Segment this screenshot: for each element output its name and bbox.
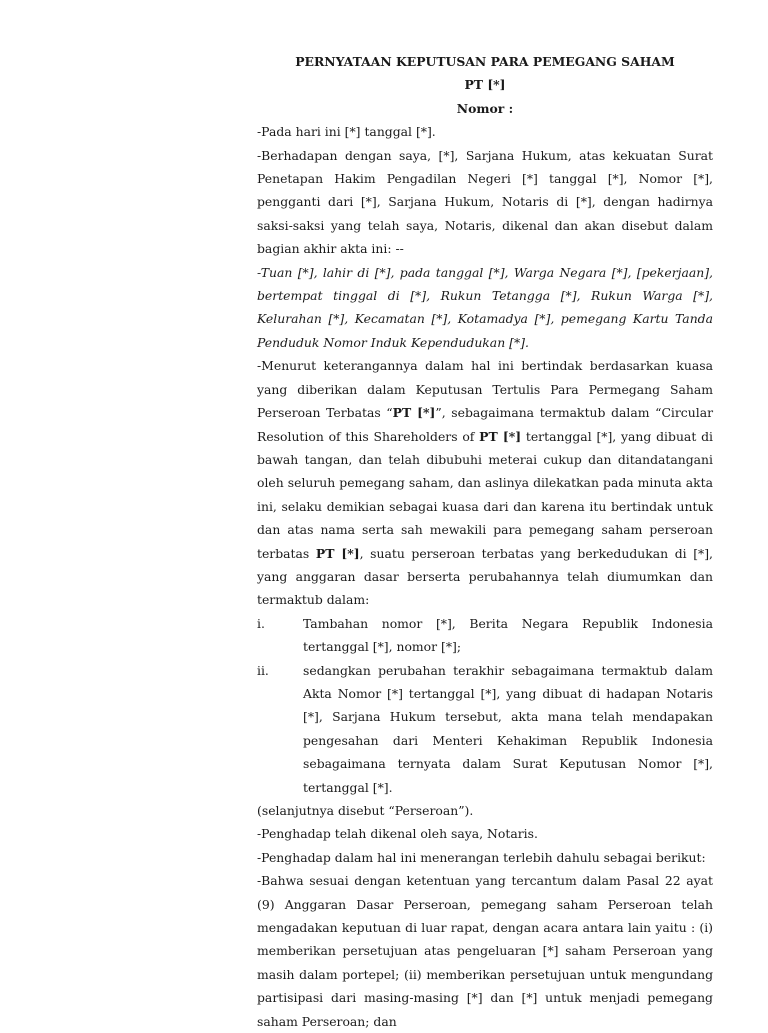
document-heading: [257, 50, 713, 120]
authority-text-1: -Menurut keterangannya dalam hal ini bertindak berdasarkan kuasa yang diberikan dalam Keputusan Tertulis Para Permegang Saham Perseroan Terbatas “: [257, 358, 713, 421]
authority-company-2: PT [*]: [479, 428, 522, 444]
paragraph-appearance: -Berhadapan dengan saya, [*], Sarjana Hukum, atas kekuatan Surat Penetapan Hakim Pengadilan Negeri [*] tanggal [*], Nomor [*], pengganti dari [*], Sarjana Hukum, Notaris di [*], dengan hadirnya saksi-saksi yang telah saya, Notaris, dikenal dan akan disebut dalam bagian akhir akta ini: --: [257, 147, 713, 257]
list-item-text: Tambahan nomor [*], Berita Negara Republik Indonesia tertanggal [*], nomor [*];: [303, 615, 713, 655]
paragraph-preamble: -Penghadap dalam hal ini menerangan terlebih dahulu sebagai berikut:: [257, 849, 706, 865]
authority-company-3: PT [*]: [315, 545, 360, 561]
list-item: [257, 659, 713, 799]
list-marker: i.: [257, 615, 265, 631]
paragraph-notary-known: -Penghadap telah dikenal oleh saya, Notaris.: [257, 826, 538, 842]
list-marker: ii.: [257, 662, 269, 678]
document-body: [257, 50, 713, 1033]
authority-text-4: , suatu perseroan terbatas yang berkedudukan di [*], yang anggaran dasar berserta perubahannya telah diumumkan dan termaktub dalam:: [257, 545, 714, 608]
paragraph-resolution: -Bahwa sesuai dengan ketentuan yang tercantum dalam Pasal 22 ayat (9) Anggaran Dasar Perseroan, pemegang saham Perseroan telah mengadakan keputuan di luar rapat, dengan acara antara lain yaitu : (i) memberikan persetujuan atas pengeluaran [*] saham Perseroan yang masih dalam portepel; (ii) memberikan persetujuan untuk mengundang partisipasi dari masing-masing [*] dan [*] untuk menjadi pemegang saham Perseroan; dan: [257, 873, 713, 1029]
paragraph-party-identity: -Tuan [*], lahir di [*], pada tanggal [*], Warga Negara [*], [pekerjaan], bertempat tinggal di [*], Rukun Tetangga [*], Rukun Warga [*], Kelurahan [*], Kecamatan [*], Kotamadya [*], pemegang Kartu Tanda Penduduk Nomor Induk Kependudukan [*].: [257, 264, 713, 350]
authority-text-2: ”, sebagaimana termaktub dalam “Circular Resolution of this Shareholders of: [257, 405, 714, 444]
document-title: PERNYATAAN KEPUTUSAN PARA PEMEGANG SAHAM: [295, 54, 675, 69]
list-item: [257, 612, 713, 659]
paragraph-date: -Pada hari ini [*] tanggal [*].: [257, 124, 436, 140]
company-name: PT [*]: [464, 77, 506, 93]
paragraph-definition: (selanjutnya disebut “Perseroan”).: [257, 803, 474, 818]
authority-company-1: PT [*]: [392, 405, 436, 421]
document-number-label: Nomor :: [456, 100, 514, 116]
authority-text-3: tertanggal [*], yang dibuat di bawah tangan, dan telah dibubuhi meterai cukup dan ditandatangani oleh seluruh pemegang saham, dan aslinya dilekatkan pada minuta akta ini, selaku demikian sebagai kuasa dari dan karena itu bertindak untuk dan atas nama serta sah mewakili para pemegang saham perseroan terbatas: [257, 428, 713, 561]
list-item-text: sedangkan perubahan terakhir sebagaimana termaktub dalam Akta Nomor [*] tertanggal [*], yang dibuat di hadapan Notaris [*], Sarjana Hukum tersebut, akta mana telah mendapakan pengesahan dari Menteri Kehakiman Republik Indonesia sebagaimana ternyata dalam Surat Keputusan Nomor [*], tertanggal [*].: [303, 662, 713, 795]
paragraph-authority: [257, 354, 713, 611]
